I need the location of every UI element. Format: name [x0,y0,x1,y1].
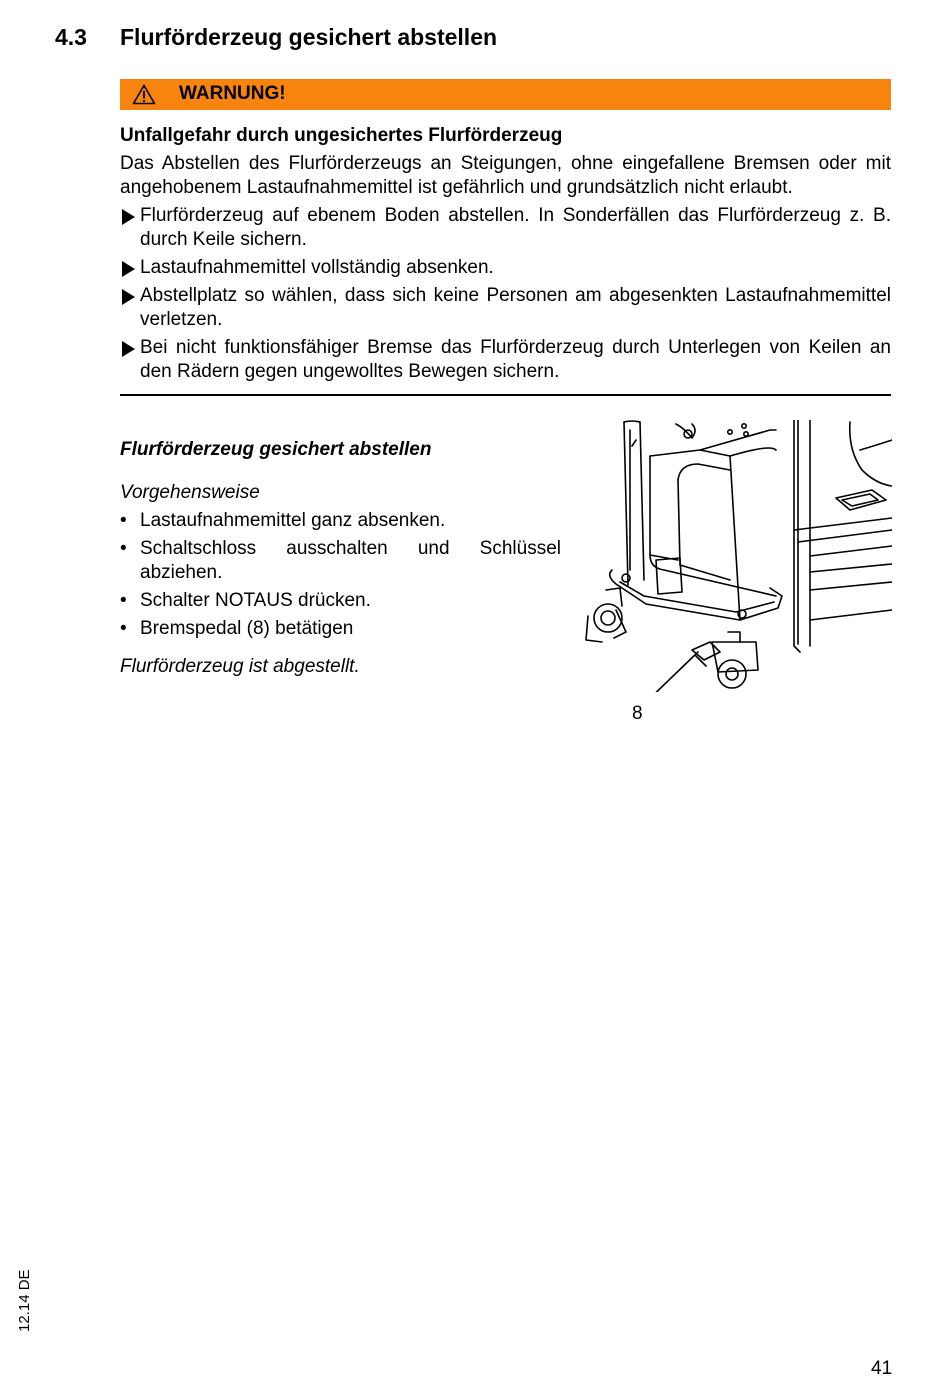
warning-step [120,204,891,252]
warning-step-text: Abstellplatz so wählen, dass sich keine Personen am abgesenkten Lastaufnahmemittel verletzen. [140,285,891,330]
procedure-result: Flurförderzeug ist abgestellt. [120,656,360,677]
warning-step-text: Bei nicht funktionsfähiger Bremse das Flurförderzeug durch Unterlegen von Keilen an den Rädern gegen ungewolltes Bewegen sichern. [140,337,891,382]
section-divider [120,394,891,396]
bullet-icon: • [120,618,127,639]
arrow-right-icon [122,289,135,305]
warning-step-text: Flurförderzeug auf ebenem Boden abstellen. In Sonderfällen das Flurförderzeug z. B. durch Keile sichern. [140,205,891,250]
bullet-icon: • [120,590,127,611]
warning-step [120,256,891,280]
procedure-step-text: Schalter NOTAUS drücken. [140,590,371,611]
pallet-truck-illustration [580,420,892,692]
date-code: 12.14 DE [16,1269,33,1332]
section-number: 4.3 [55,24,87,50]
figure-callout: 8 [632,703,643,724]
procedure-intro: Vorgehensweise [120,482,260,503]
bullet-icon: • [120,538,127,559]
warning-title: Unfallgefahr durch ungesichertes Flurförderzeug [120,125,563,146]
procedure-title: Flurförderzeug gesichert abstellen [120,439,432,460]
warning-banner [120,79,891,110]
procedure-step [120,537,561,585]
page-number: 41 [871,1358,893,1379]
warning-step-text: Lastaufnahmemittel vollständig absenken. [140,257,494,278]
procedure-step-text: Lastaufnahmemittel ganz absenken. [140,510,446,531]
warning-text: Das Abstellen des Flurförderzeugs an Steigungen, ohne eingefallene Bremsen oder mit angehobenem Lastaufnahmemittel ist gefährlich und grundsätzlich nicht erlaubt. [120,153,891,198]
procedure-step-text: Schaltschloss ausschalten und Schlüssel abziehen. [140,538,561,583]
arrow-right-icon [122,261,135,277]
warning-triangle-icon [132,84,156,105]
bullet-icon: • [120,510,127,531]
procedure-step [120,589,561,613]
warning-step [120,336,891,384]
arrow-right-icon [122,209,135,225]
section-title: Flurförderzeug gesichert abstellen [120,24,498,50]
section-heading [55,24,497,51]
procedure-step [120,617,561,641]
warning-step [120,284,891,332]
procedure-step-text: Bremspedal (8) betätigen [140,618,354,639]
warning-label: WARNUNG! [179,83,286,104]
arrow-right-icon [122,341,135,357]
procedure-step [120,509,561,533]
